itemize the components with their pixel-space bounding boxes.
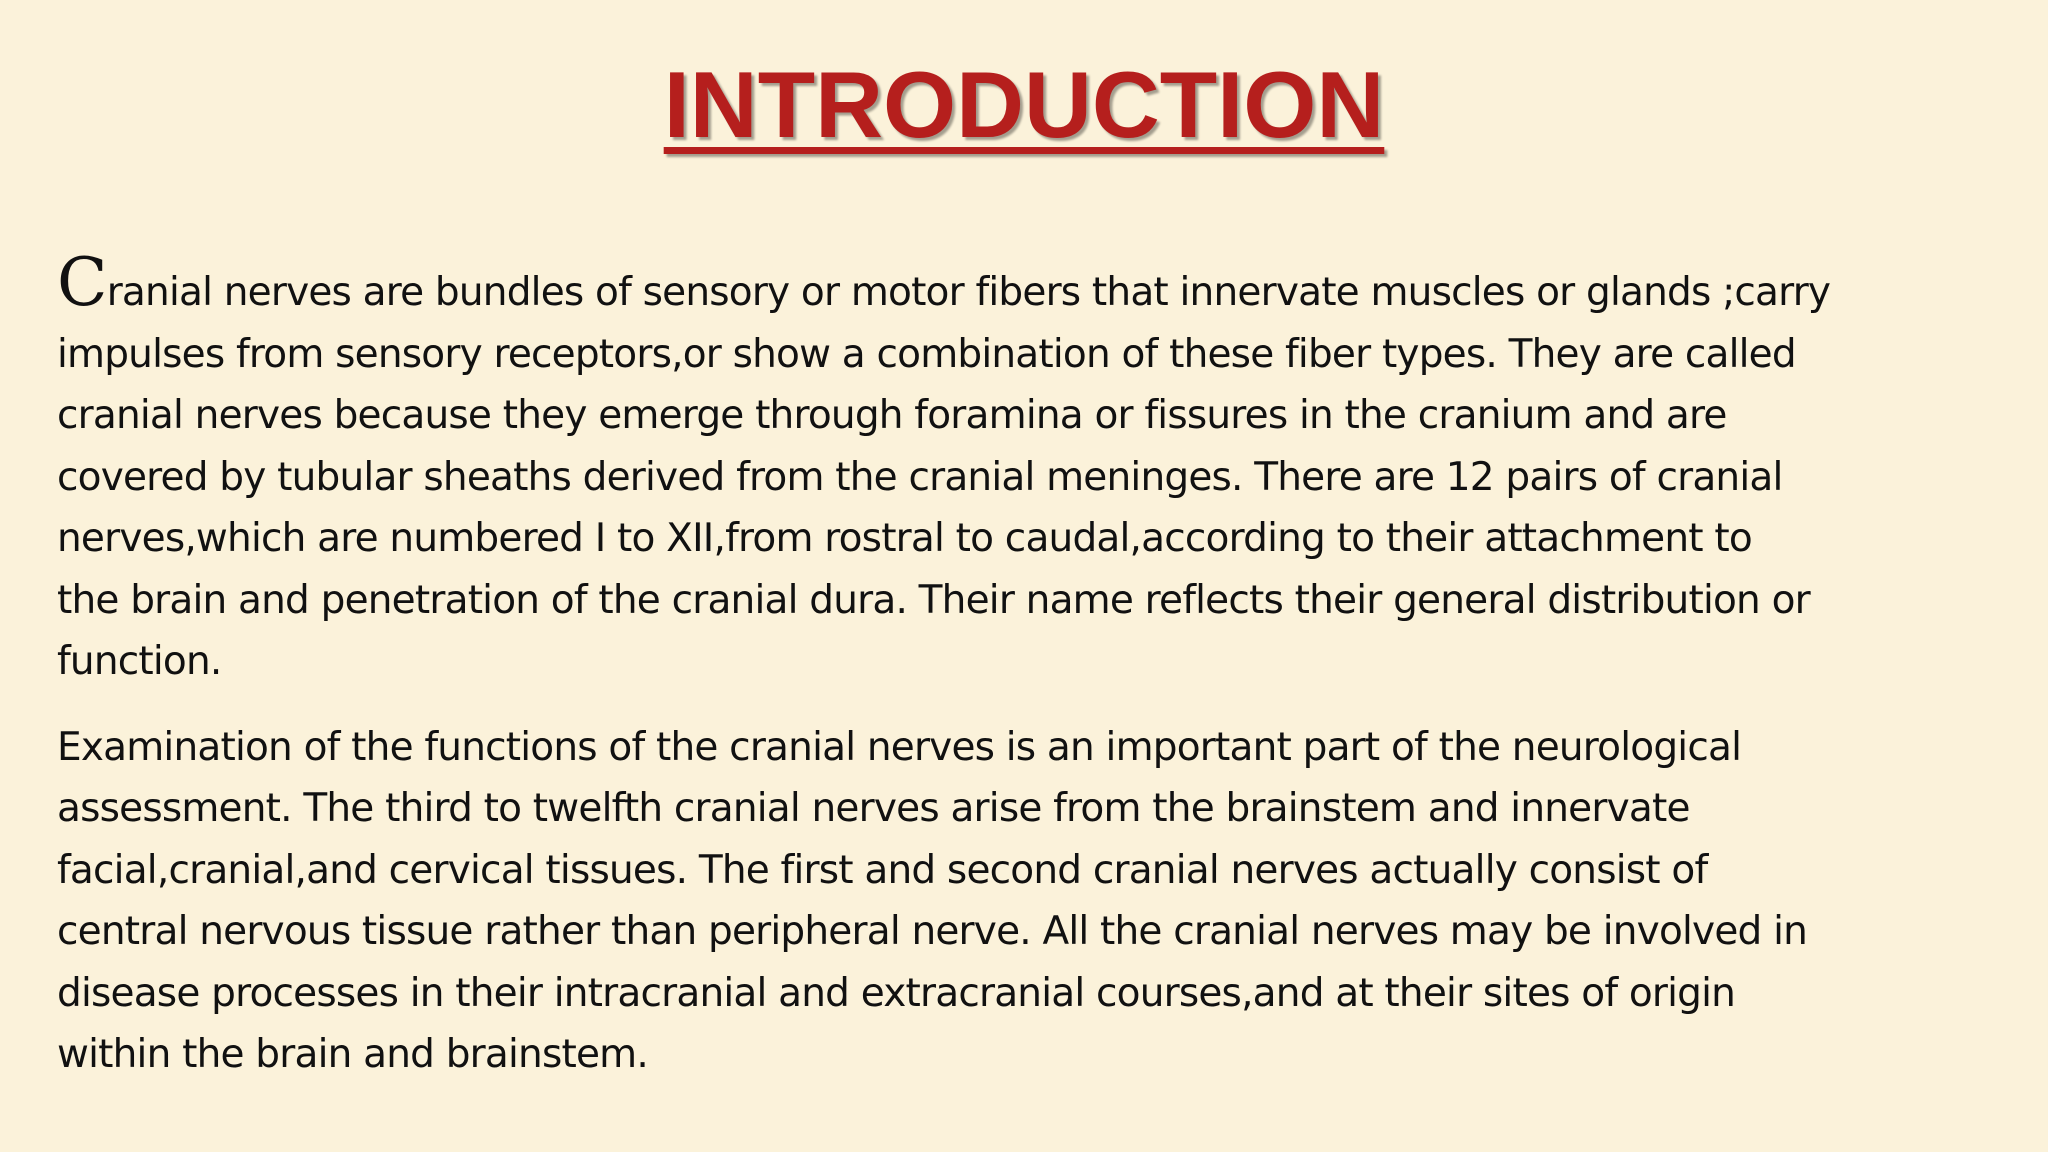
- paragraph-1-line-1-text: ranial nerves are bundles of sensory or motor fibers that innervate muscles or glands ;carry: [106, 270, 1831, 315]
- paragraph-2-line-6: within the brain and brainstem.: [57, 1032, 648, 1077]
- paragraph-2-line-4: central nervous tissue rather than peripheral nerve. All the cranial nerves may be involved in: [57, 909, 1808, 954]
- paragraph-2-line-3: facial,cranial,and cervical tissues. The first and second cranial nerves actually consist of: [57, 847, 1708, 893]
- slide-title: [0, 50, 2048, 160]
- paragraph-1-line-2: impulses from sensory receptors,or show a combination of these fiber types. They are called: [57, 331, 1796, 377]
- paragraph-2-line-2: assessment. The third to twelfth cranial nerves arise from the brainstem and innervate: [57, 786, 1690, 831]
- paragraph-2-line-5: disease processes in their intracranial and extracranial courses,and at their sites of origin: [57, 970, 1736, 1016]
- slide-body: [57, 244, 2002, 1086]
- paragraph-1: [57, 244, 2002, 693]
- paragraph-1-line-3: cranial nerves because they emerge through foramina or fissures in the cranium and are: [57, 393, 1727, 438]
- paragraph-1-line-1: [57, 244, 2002, 324]
- paragraph-2-line-1: Examination of the functions of the cranial nerves is an important part of the neurological: [57, 724, 1742, 770]
- paragraph-1-line-7: function.: [57, 639, 222, 684]
- drop-cap: C: [57, 244, 107, 321]
- paragraph-1-line-6: the brain and penetration of the cranial dura. Their name reflects their general distribution or: [57, 577, 1810, 623]
- paragraph-1-line-4: covered by tubular sheaths derived from the cranial meninges. There are 12 pairs of cranial: [57, 454, 1783, 500]
- paragraph-1-line-5: nerves,which are numbered I to XII,from rostral to caudal,according to their attachment to: [57, 516, 1752, 561]
- slide-title-text: INTRODUCTION: [663, 52, 1385, 157]
- paragraph-2: [57, 717, 2002, 1086]
